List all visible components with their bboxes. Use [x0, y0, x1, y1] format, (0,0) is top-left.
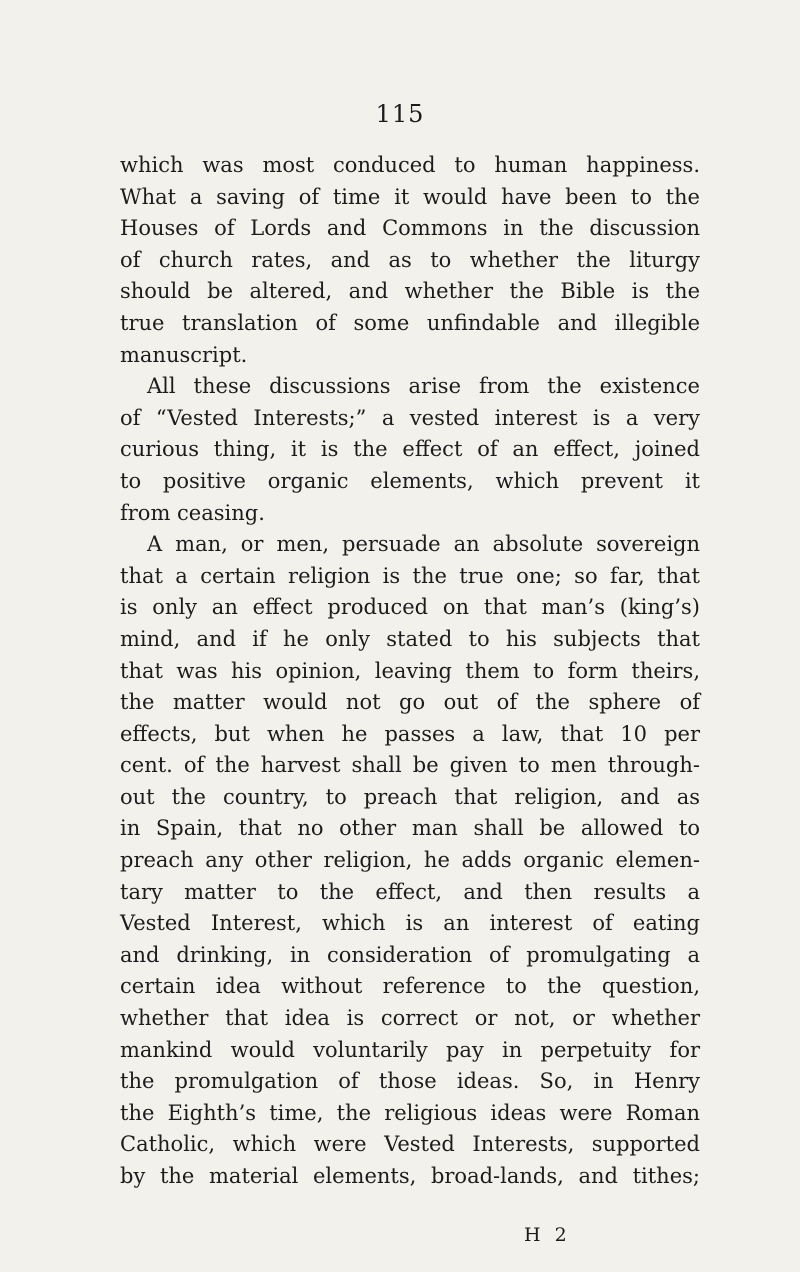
text-line: effects, but when he passes a law, that 10 per — [120, 721, 700, 746]
text-line: of “Vested Interests;” a vested interest is a very — [120, 405, 700, 430]
text-line: What a saving of time it would have been to the — [120, 184, 700, 209]
page-number: 115 — [375, 100, 425, 128]
paragraph — [120, 529, 700, 1192]
text-line: in Spain, that no other man shall be allowed to — [120, 816, 700, 841]
paragraph — [120, 150, 700, 371]
text-line: All these discussions arise from the existence — [147, 374, 700, 399]
text-line: the Eighth’s time, the religious ideas were Roman — [120, 1100, 700, 1125]
paragraph — [120, 371, 700, 529]
text-line: from ceasing. — [120, 500, 265, 525]
text-line: that a certain religion is the true one; so far, that — [120, 563, 700, 588]
text-line: preach any other religion, he adds organic elemen- — [120, 848, 700, 873]
text-line: the matter would not go out of the sphere of — [120, 690, 700, 715]
text-line: to positive organic elements, which prevent it — [120, 468, 700, 493]
text-line: mind, and if he only stated to his subjects that — [120, 626, 700, 651]
text-line: Catholic, which were Vested Interests, supported — [120, 1132, 700, 1157]
text-line: certain idea without reference to the question, — [120, 974, 700, 999]
text-line: should be altered, and whether the Bible is the — [120, 279, 700, 304]
text-line: mankind would voluntarily pay in perpetuity for — [120, 1037, 700, 1062]
text-line: manuscript. — [120, 342, 248, 367]
text-line: out the country, to preach that religion, and as — [120, 784, 700, 809]
text-line: whether that idea is correct or not, or whether — [120, 1006, 700, 1031]
text-line: that was his opinion, leaving them to form theirs, — [120, 658, 700, 683]
text-line: is only an effect produced on that man’s (king’s) — [120, 595, 700, 620]
text-line: curious thing, it is the effect of an effect, joined — [120, 437, 700, 462]
text-line: of church rates, and as to whether the liturgy — [120, 247, 700, 272]
text-line: Vested Interest, which is an interest of eating — [120, 911, 700, 936]
signature-mark: H 2 — [524, 1224, 571, 1246]
text-line: and drinking, in consideration of promulgating a — [120, 942, 700, 967]
text-line: cent. of the harvest shall be given to men through- — [120, 753, 700, 778]
text-line: true translation of some unfindable and illegible — [120, 310, 700, 335]
body-text — [120, 150, 700, 1193]
text-line: tary matter to the effect, and then results a — [120, 879, 700, 904]
text-line: A man, or men, persuade an absolute sovereign — [147, 532, 700, 557]
text-line: the promulgation of those ideas. So, in Henry — [120, 1069, 700, 1094]
text-line: by the material elements, broad-lands, and tithes; — [120, 1164, 700, 1188]
text-line: which was most conduced to human happiness. — [120, 153, 700, 177]
text-line: Houses of Lords and Commons in the discussion — [120, 216, 700, 241]
